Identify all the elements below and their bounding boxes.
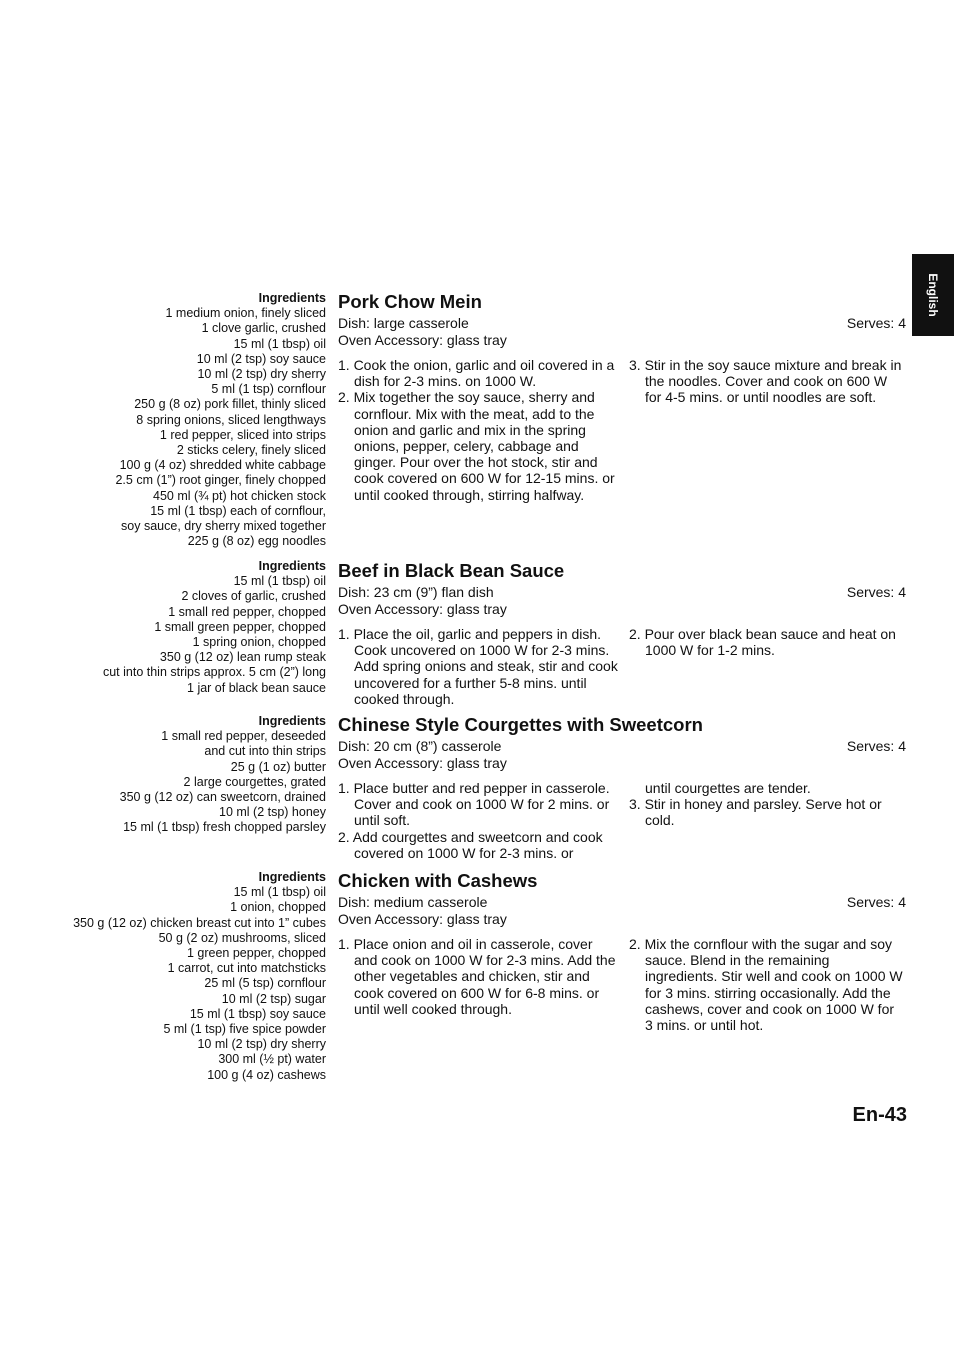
method-column-right: [629, 936, 904, 1033]
recipe-accessory: Oven Accessory: glass tray: [338, 755, 507, 771]
ingredient-line: 1 green pepper, chopped: [186, 946, 326, 961]
ingredients-list-chicken-cashews: [26, 870, 326, 1083]
serves-text: Serves: 4: [846, 894, 906, 910]
serves-text: Serves: 4: [846, 738, 906, 754]
ingredient-line: soy sauce, dry sherry mixed together: [121, 519, 326, 534]
ingredient-line: 225 g (8 oz) egg noodles: [187, 534, 326, 549]
method-step: 3. Stir in the soy sauce mixture and break in the noodles. Cover and cook on 600 W for 4-5 mins. or until noodles are soft.: [629, 357, 902, 406]
method-step-continued: until courgettes are tender.: [645, 780, 811, 796]
dish-text: Dish: 23 cm (9”) flan dish: [338, 584, 494, 600]
ingredient-line: 15 ml (1 tbsp) oil: [233, 574, 326, 589]
method-step: 2. Pour over black bean sauce and heat on 1000 W for 1-2 mins.: [629, 626, 896, 659]
language-tab-label: English: [926, 273, 940, 317]
ingredient-line: 2 sticks celery, finely sliced: [176, 443, 326, 458]
ingredients-list-courgettes: [26, 714, 326, 836]
recipe-dish: [338, 738, 906, 755]
ingredient-line: 25 g (1 oz) butter: [230, 759, 326, 774]
ingredient-line: 2.5 cm (1”) root ginger, finely chopped: [115, 473, 326, 488]
ingredient-line: 5 ml (1 tsp) cornflour: [211, 382, 326, 397]
ingredient-line: 1 clove garlic, crushed: [201, 321, 326, 336]
method-column-left: [338, 780, 618, 861]
recipe-title: Pork Chow Mein: [338, 291, 482, 312]
method-column-right: [629, 357, 904, 406]
ingredient-line: cut into thin strips approx. 5 cm (2”) long: [102, 665, 326, 680]
method-column-left: [338, 936, 618, 1017]
ingredient-line: 2 large courgettes, grated: [183, 774, 326, 789]
method-step: 2. Add courgettes and sweetcorn and cook covered on 1000 W for 2-3 mins. or: [338, 828, 603, 861]
ingredient-line: 350 g (12 oz) can sweetcorn, drained: [119, 790, 326, 805]
ingredient-line: 8 spring onions, sliced lengthways: [136, 412, 326, 427]
ingredient-line: 10 ml (2 tsp) dry sherry: [197, 367, 326, 382]
ingredient-line: 50 g (2 oz) mushrooms, sliced: [158, 930, 326, 945]
recipe-accessory: Oven Accessory: glass tray: [338, 601, 507, 617]
ingredient-line: 10 ml (2 tsp) dry sherry: [197, 1037, 326, 1052]
method-column-right: [629, 626, 904, 658]
language-tab: [912, 254, 954, 336]
ingredient-line: 100 g (4 oz) shredded white cabbage: [119, 458, 326, 473]
ingredient-line: 1 onion, chopped: [230, 900, 326, 915]
method-step: 1. Place onion and oil in casserole, cover and cook on 1000 W for 2-3 mins. Add the other vegetables and chicken, stir and cook covered on 600 W for 6-8 mins. or until well cooked through.: [338, 936, 616, 1017]
recipe-courgettes-sweetcorn: [338, 714, 906, 861]
ingredient-line: 25 ml (5 tsp) cornflour: [204, 976, 326, 991]
recipe-dish: [338, 584, 906, 601]
ingredient-line: 1 red pepper, sliced into strips: [159, 427, 326, 442]
recipe-chicken-cashews: [338, 870, 906, 1034]
recipe-pork-chow-mein: [338, 291, 906, 503]
ingredient-line: 100 g (4 oz) cashews: [207, 1067, 326, 1082]
method-column-right: [629, 780, 904, 829]
ingredient-line: 10 ml (2 tsp) soy sauce: [196, 351, 326, 366]
recipe-accessory: Oven Accessory: glass tray: [338, 911, 507, 927]
ingredient-line: 1 carrot, cut into matchsticks: [167, 961, 326, 976]
ingredient-line: 10 ml (2 tsp) honey: [219, 805, 326, 820]
ingredient-line: 10 ml (2 tsp) sugar: [221, 991, 326, 1006]
serves-text: Serves: 4: [846, 315, 906, 331]
method-column-left: [338, 626, 618, 707]
ingredient-line: 1 jar of black bean sauce: [187, 680, 326, 695]
ingredient-line: 1 medium onion, finely sliced: [165, 306, 326, 321]
ingredient-line: 1 spring onion, chopped: [192, 635, 326, 650]
recipe-title: Chinese Style Courgettes with Sweetcorn: [338, 714, 703, 735]
recipe-dish: [338, 315, 906, 332]
ingredient-line: 15 ml (1 tbsp) fresh chopped parsley: [123, 820, 326, 835]
ingredient-line: 15 ml (1 tbsp) oil: [233, 885, 326, 900]
ingredients-list-pork-chow-mein: [26, 291, 326, 549]
recipe-title: Beef in Black Bean Sauce: [338, 560, 565, 581]
serves-text: Serves: 4: [846, 584, 906, 600]
page-number: En-43: [852, 1104, 907, 1126]
ingredient-line: 1 small red pepper, deseeded: [161, 729, 326, 744]
ingredient-line: 250 g (8 oz) pork fillet, thinly sliced: [134, 397, 326, 412]
method-step: 3. Stir in honey and parsley. Serve hot or cold.: [629, 796, 882, 829]
ingredient-line: 350 g (12 oz) chicken breast cut into 1” cubes: [73, 915, 326, 930]
recipe-title: Chicken with Cashews: [338, 870, 538, 891]
ingredient-line: 15 ml (1 tbsp) oil: [233, 336, 326, 351]
ingredients-heading: Ingredients: [258, 291, 326, 305]
dish-text: Dish: large casserole: [338, 315, 469, 331]
ingredients-heading: Ingredients: [258, 559, 326, 573]
ingredient-line: 15 ml (1 tbsp) each of cornflour,: [150, 503, 326, 518]
ingredient-line: 15 ml (1 tbsp) soy sauce: [189, 1006, 326, 1021]
ingredient-line: 450 ml (¾ pt) hot chicken stock: [153, 488, 326, 503]
method-step: 1. Place butter and red pepper in casserole. Cover and cook on 1000 W for 2 mins. or until soft.: [338, 780, 610, 829]
recipe-beef-black-bean: [338, 560, 906, 707]
recipe-dish: [338, 894, 906, 911]
ingredient-line: 300 ml (½ pt) water: [218, 1052, 326, 1067]
ingredients-list-beef-black-bean: [26, 559, 326, 696]
dish-text: Dish: medium casserole: [338, 894, 488, 910]
ingredient-line: 350 g (12 oz) lean rump steak: [159, 650, 326, 665]
method-step: 2. Mix the cornflour with the sugar and soy sauce. Blend in the remaining ingredients. Stir well and cook on 1000 W for 3 mins. stirring occasionally. Add the cashews, cover and cook on 1000 W for 3 mins. or until hot.: [629, 936, 903, 1034]
ingredients-heading: Ingredients: [258, 714, 326, 728]
method-step: 2. Mix together the soy sauce, sherry and cornflour. Mix with the meat, add to the onion and garlic and mix in the spring onions, pepper, celery, cabbage and ginger. Pour over the hot stock, stir and cook covered on 600 W for 12-15 mins. or until cooked through, stirring halfway.: [338, 389, 615, 503]
method-column-left: [338, 357, 618, 503]
ingredients-heading: Ingredients: [258, 870, 326, 884]
ingredient-line: and cut into thin strips: [204, 744, 326, 759]
method-step: 1. Place the oil, garlic and peppers in dish. Cook uncovered on 1000 W for 2-3 mins. Add spring onions and steak, stir and cook uncovered for a further 5-8 mins. until cooked through.: [338, 626, 618, 707]
recipe-accessory: Oven Accessory: glass tray: [338, 332, 507, 348]
method-step: 1. Cook the onion, garlic and oil covered in a dish for 2-3 mins. on 1000 W.: [338, 357, 615, 390]
dish-text: Dish: 20 cm (8”) casserole: [338, 738, 502, 754]
ingredient-line: 2 cloves of garlic, crushed: [181, 589, 326, 604]
ingredient-line: 1 small green pepper, chopped: [154, 619, 326, 634]
ingredient-line: 5 ml (1 tsp) five spice powder: [163, 1022, 326, 1037]
ingredient-line: 1 small red pepper, chopped: [168, 604, 326, 619]
